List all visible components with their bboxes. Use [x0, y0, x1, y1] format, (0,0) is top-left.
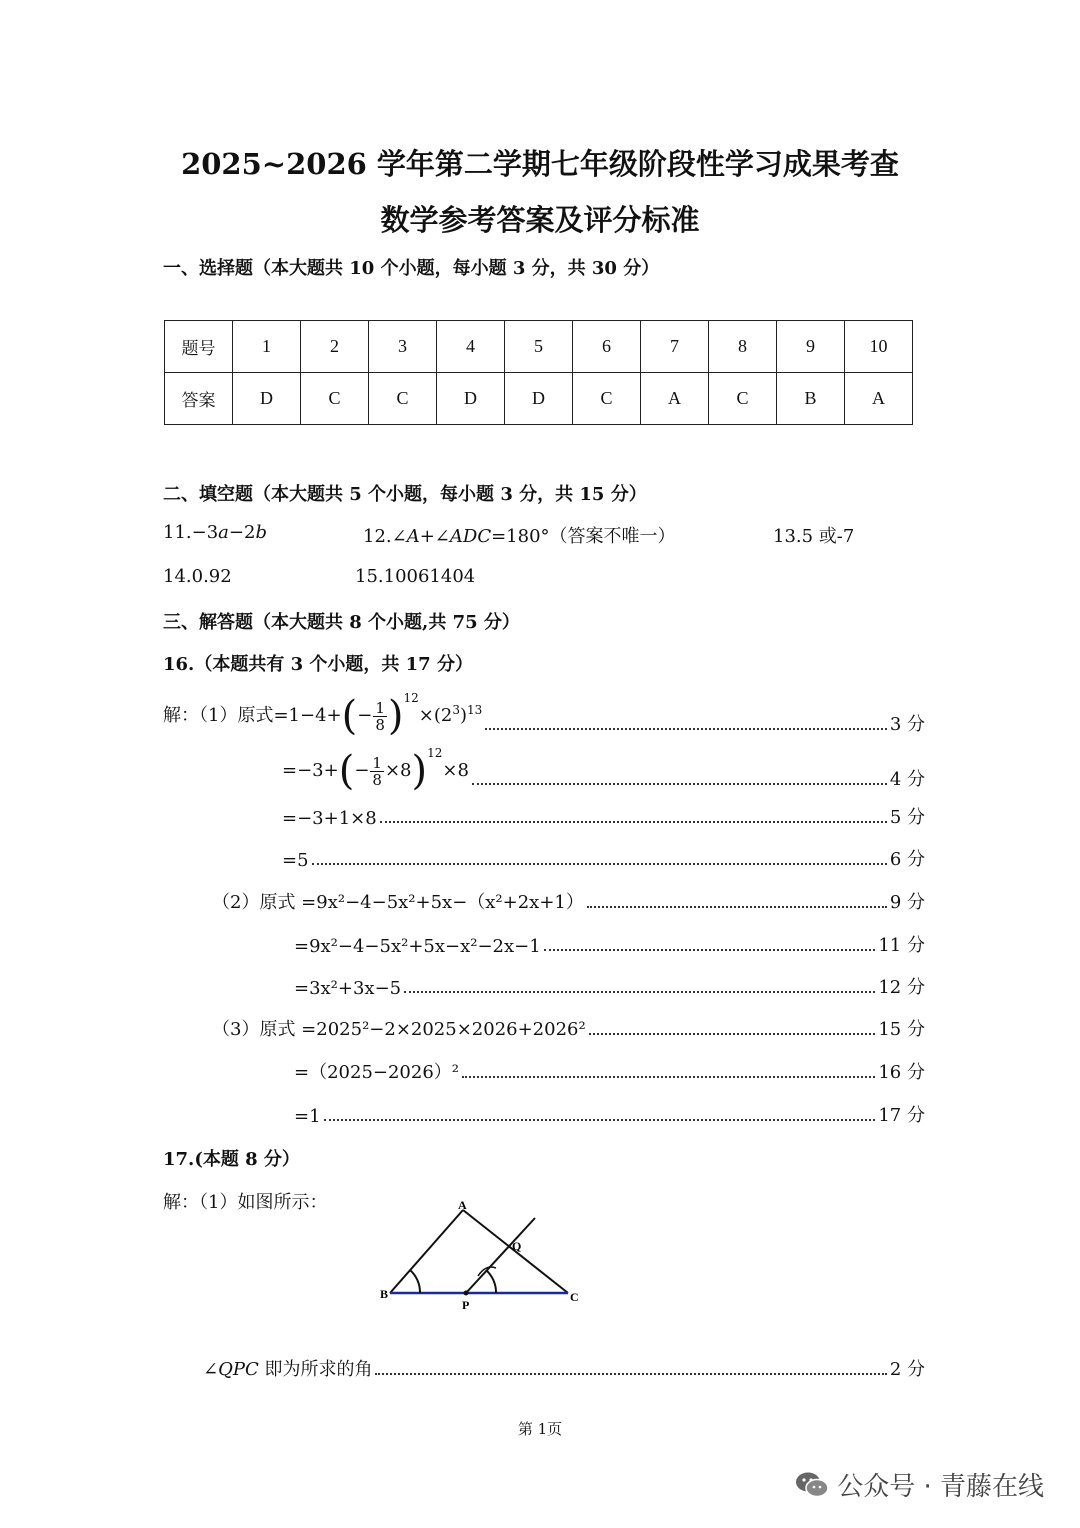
score-label: 9 分 — [889, 892, 925, 913]
watermark — [795, 1466, 1044, 1503]
arc-at-b — [410, 1270, 420, 1293]
table-cell: C — [573, 373, 641, 425]
table-cell: 1 — [233, 321, 301, 373]
section2-heading: 二、填空题（本大题共 5 个小题，每小题 3 分，共 15 分） — [163, 484, 647, 505]
q17-heading: 17.(本题 8 分） — [163, 1149, 300, 1170]
q16-part3-line1: （3）原式 =2025²−2×2025×2026+2026² 15 分 — [212, 1015, 925, 1041]
table-cell: A — [845, 373, 913, 425]
score-label: 12 分 — [878, 977, 925, 998]
table-cell: 3 — [369, 321, 437, 373]
q16-part2-line1: （2）原式 =9x²−4−5x²+5x−（x²+2x+1） 9 分 — [212, 888, 925, 914]
wechat-icon — [795, 1471, 829, 1499]
section3-heading: 三、解答题（本大题共 8 个小题,共 75 分） — [163, 612, 520, 633]
q16-part3-line2: =（2025−2026）² 16 分 — [294, 1058, 925, 1084]
fraction: $\frac{1}{8}$ — [375, 698, 385, 734]
q16-part2-line2: =9x²−4−5x²+5x−x²−2x−1 11 分 — [294, 931, 925, 957]
score-label: 2 分 — [889, 1359, 925, 1380]
q16-part3-line3: =1 17 分 — [294, 1101, 925, 1127]
label-a: A — [458, 1198, 467, 1212]
section1-heading: 一、选择题（本大题共 10 个小题，每小题 3 分，共 30 分） — [163, 258, 660, 279]
watermark-text: 公众号 · 青藤在线 — [837, 1472, 1044, 1502]
page-number: 第 1页 — [517, 1420, 563, 1438]
table-cell: C — [369, 373, 437, 425]
table-row — [165, 321, 913, 373]
table-cell: 6 — [573, 321, 641, 373]
score-label: 11 分 — [878, 935, 925, 956]
q16-part1-line4: =5 6 分 — [282, 845, 925, 871]
arc-at-p — [486, 1270, 496, 1293]
page-title: 2025~2026 学年第二学期七年级阶段性学习成果考查 — [181, 147, 899, 181]
table-cell: 8 — [709, 321, 777, 373]
table-cell: 答案 — [165, 373, 233, 425]
answer-q14: 14.0.92 — [163, 566, 232, 587]
table-cell: 2 — [301, 321, 369, 373]
fraction: $\frac{1}{8}$ — [372, 753, 382, 789]
table-cell: 10 — [845, 321, 913, 373]
table-cell: A — [641, 373, 709, 425]
triangle-construction-figure — [370, 1196, 610, 1316]
score-label: 5 分 — [889, 807, 925, 828]
q16-part1-line2: =−3+(− $\frac{1}{8}$ ×8)$^{12}$×8 4 分 — [282, 746, 925, 794]
score-label: 16 分 — [878, 1062, 925, 1083]
table-cell: 5 — [505, 321, 573, 373]
label-b: B — [380, 1287, 389, 1301]
table-row — [165, 373, 913, 425]
q17-intro: 解：（1）如图所示： — [163, 1192, 328, 1213]
q16-part1-line1: 解：（1）原式=1−4+(− $\frac{1}{8}$ )$^{12}\times(2^3)^{13}$ 3 分 — [163, 691, 925, 739]
table-cell: 7 — [641, 321, 709, 373]
score-label: 6 分 — [889, 849, 925, 870]
table-cell: D — [505, 373, 573, 425]
score-label: 17 分 — [878, 1105, 925, 1126]
line-pq — [466, 1218, 535, 1293]
table-cell: 题号 — [165, 321, 233, 373]
q16-part2-line3: =3x²+3x−5 12 分 — [294, 973, 925, 999]
table-cell: D — [437, 373, 505, 425]
table-cell: C — [709, 373, 777, 425]
point-p — [464, 1291, 469, 1296]
answer-table — [164, 320, 913, 425]
q16-heading: 16.（本题共有 3 个小题，共 17 分） — [163, 654, 473, 675]
answer-q13: 13.5 或-7 — [773, 526, 855, 547]
table-cell: B — [777, 373, 845, 425]
label-c: C — [570, 1290, 579, 1304]
q16-part1-line3: =−3+1×8 5 分 — [282, 803, 925, 829]
answer-q12: 12.∠A+∠ADC=180°（答案不唯一） — [363, 526, 676, 547]
page-subtitle: 数学参考答案及评分标准 — [380, 203, 700, 237]
answer-q15: 15.10061404 — [355, 566, 476, 587]
table-cell: 9 — [777, 321, 845, 373]
score-label: 15 分 — [878, 1019, 925, 1040]
table-cell: C — [301, 373, 369, 425]
score-label: 4 分 — [889, 769, 925, 790]
table-cell: 4 — [437, 321, 505, 373]
answer-q11: 11.−3a−2b — [163, 522, 267, 543]
label-p: P — [462, 1298, 470, 1312]
label-q: Q — [512, 1239, 522, 1253]
table-cell: D — [233, 373, 301, 425]
side-ab — [390, 1210, 463, 1293]
q17-conclusion: ∠QPC 即为所求的角 2 分 — [203, 1355, 925, 1381]
score-label: 3 分 — [889, 714, 925, 735]
